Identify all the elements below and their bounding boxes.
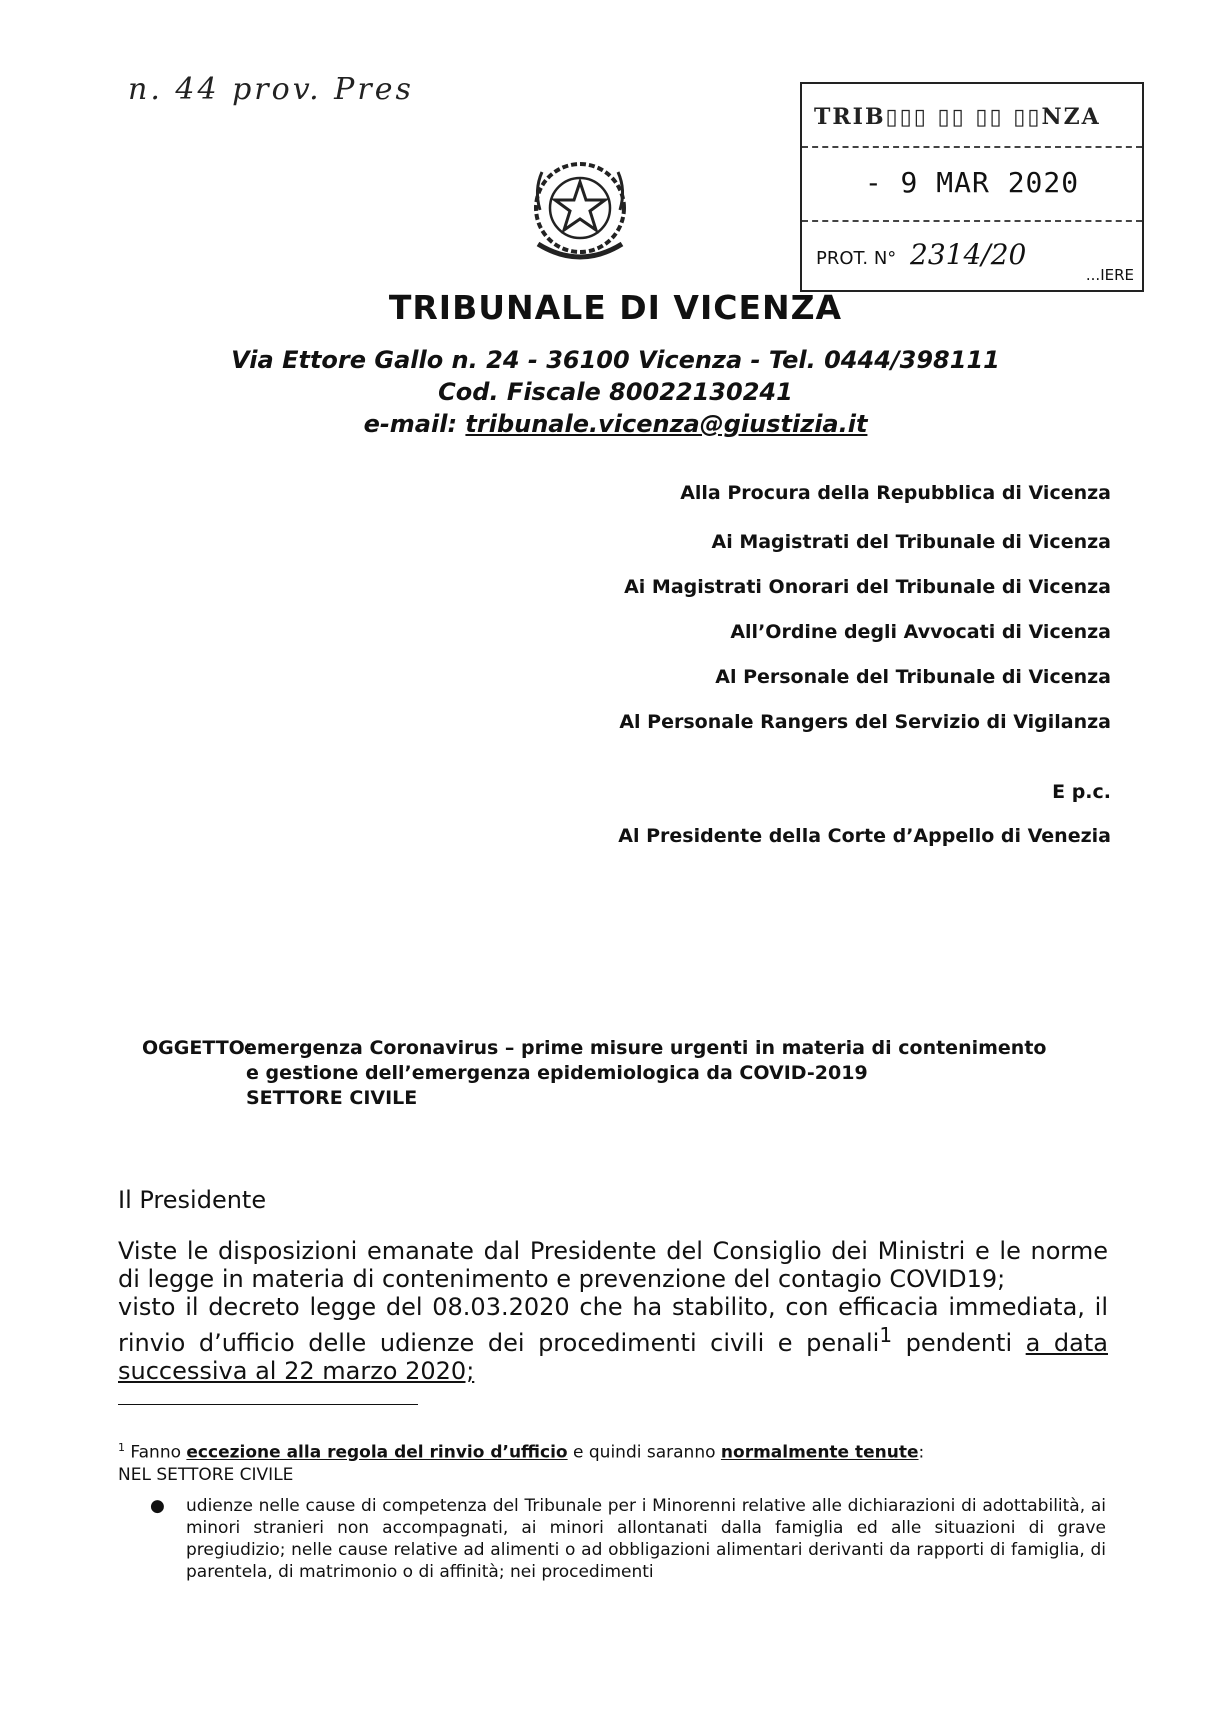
court-address: Via Ettore Gallo n. 24 - 36100 Vicenza - Tel. 0444/398111 [231, 346, 1000, 374]
subject-line: SETTORE CIVILE [246, 1087, 418, 1109]
footnote-bullet-text: udienze nelle cause di competenza del Tribunale per i Minorenni relative alle dichiarazioni di adottabilità, ai minori stranieri non accompagnati, ai minori allontanati dalla famiglia ed alle situazioni di grave pregiudizio; nelle cause relative ad alimenti o ad obbligazioni alimentari derivanti da rapporti di famiglia, di parentela, di matrimonio o di affinità; nei procedimenti [186, 1496, 1106, 1582]
footnote-text: Fanno [130, 1442, 181, 1463]
body-text-span: pendenti [892, 1329, 1026, 1357]
protocol-stamp [800, 82, 1144, 292]
handwritten-note: n. 44 prov. Pres [128, 72, 414, 107]
footnote-text: : [918, 1442, 925, 1463]
cc-recipient: Al Presidente della Corte d’Appello di Venezia [618, 825, 1111, 847]
footnote-emphasis: eccezione alla regola del rinvio d’ufficio [186, 1442, 568, 1463]
republic-emblem-icon [520, 150, 640, 270]
stamp-divider [802, 220, 1142, 222]
footnote-section: NEL SETTORE CIVILE [118, 1464, 294, 1485]
stamp-title: TRIB▯▯▯ ▯▯ ▯▯ ▯▯NZA [814, 104, 1101, 130]
fiscal-code: Cod. Fiscale 80022130241 [438, 378, 793, 406]
footnote [118, 1437, 1108, 1486]
recipient: Ai Magistrati Onorari del Tribunale di Vicenza [624, 576, 1111, 598]
stamp-corner-text: ...IERE [1085, 266, 1134, 284]
footnote-divider [118, 1404, 418, 1405]
footnote-emphasis: normalmente tenute [720, 1442, 919, 1463]
footnote-marker: 1 [118, 1441, 125, 1454]
stamp-date: - 9 MAR 2020 [864, 166, 1080, 199]
recipient: Ai Magistrati del Tribunale di Vicenza [711, 531, 1111, 553]
footnote-ref: 1 [879, 1323, 893, 1347]
stamp-divider [802, 146, 1142, 148]
email-link[interactable]: tribunale.vicenza@giustizia.it [465, 410, 868, 438]
subject-label: OGGETTO: [142, 1037, 253, 1059]
recipient: Alla Procura della Repubblica di Vicenza [680, 482, 1111, 504]
subject-line: emergenza Coronavirus – prime misure urgenti in materia di contenimento [244, 1037, 1047, 1059]
cc-label: E p.c. [1052, 781, 1111, 803]
email-label: e-mail: [363, 410, 458, 438]
bullet-icon: ● [150, 1496, 165, 1516]
recipient: Al Personale Rangers del Servizio di Vigilanza [619, 711, 1111, 733]
recipient: All’Ordine degli Avvocati di Vicenza [730, 621, 1111, 643]
body-text-span: visto il decreto legge del 08.03.2020 che ha stabilito, con efficacia immediata, il rinvio d’ufficio delle udienze dei procedimenti civili e penali [118, 1293, 1108, 1357]
subject-block [142, 1036, 1122, 1111]
court-title: TRIBUNALE DI VICENZA [388, 288, 843, 327]
body-text: Viste le disposizioni emanate dal Presidente del Consiglio dei Ministri e le norme di legge in materia di contenimento e prevenzione del contagio COVID19; [118, 1237, 1108, 1293]
subject-line: e gestione dell’emergenza epidemiologica da COVID-2019 [246, 1062, 868, 1084]
recipient: Al Personale del Tribunale di Vicenza [715, 666, 1111, 688]
court-email [0, 410, 1231, 438]
stamp-protocol-number: 2314/20 [910, 238, 1027, 271]
body-text-underlined: a data successiva al 22 marzo 2020; [118, 1329, 1108, 1385]
body-paragraph [118, 1237, 1108, 1385]
stamp-protocol [816, 238, 1026, 271]
body-text [118, 1293, 1108, 1385]
stamp-protocol-label: PROT. N° [816, 248, 897, 269]
president-heading: Il Presidente [118, 1186, 267, 1214]
footnote-text: e quindi saranno [567, 1442, 721, 1463]
